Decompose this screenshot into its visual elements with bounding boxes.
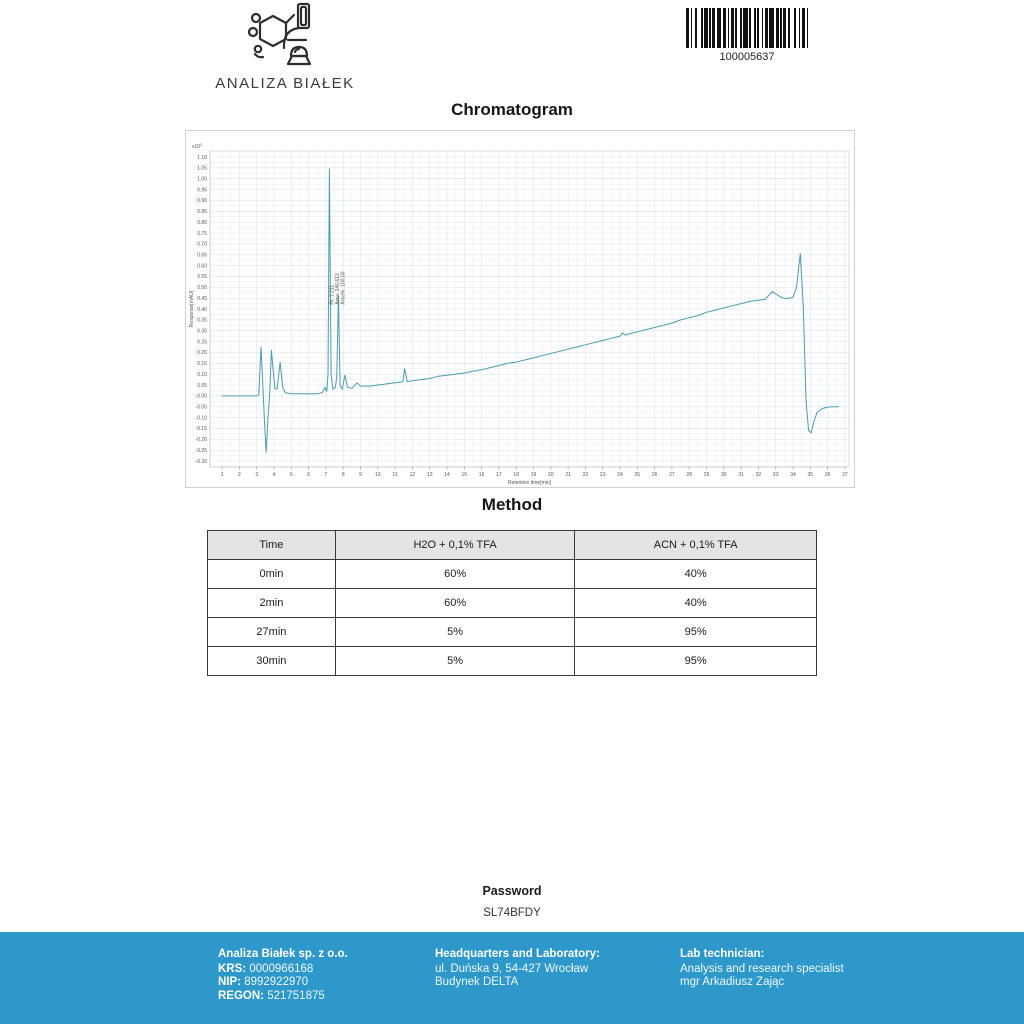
svg-text:18: 18	[513, 472, 519, 478]
svg-text:26: 26	[651, 472, 658, 478]
svg-text:30: 30	[721, 472, 727, 478]
svg-text:3: 3	[255, 472, 259, 478]
svg-text:1.00: 1.00	[197, 176, 207, 183]
method-table-body	[208, 560, 817, 676]
method-title: Method	[481, 495, 543, 514]
hq-address: ul. Duńska 9, 54-427 Wrocław	[435, 962, 589, 975]
svg-text:0.85: 0.85	[197, 209, 207, 216]
chemistry-microscope-icon	[246, 2, 324, 68]
peak-annotation: Area%: 100,00	[340, 271, 347, 305]
footer-technician	[680, 948, 844, 990]
svg-text:-0.20: -0.20	[195, 437, 207, 444]
svg-text:0.10: 0.10	[197, 371, 207, 378]
svg-text:22: 22	[582, 472, 589, 478]
svg-text:5: 5	[289, 472, 293, 478]
svg-text:14: 14	[444, 472, 450, 478]
svg-text:-0.30: -0.30	[195, 458, 207, 465]
svg-text:17: 17	[496, 472, 502, 478]
table-row	[208, 589, 817, 618]
svg-text:0.90: 0.90	[197, 198, 207, 205]
barcode-block	[672, 8, 822, 63]
svg-text:0.25: 0.25	[197, 339, 207, 346]
regon-value: 521751875	[267, 989, 325, 1002]
table-cell: 60%	[335, 589, 575, 618]
svg-text:0.20: 0.20	[197, 350, 207, 357]
nip-value: 8992922970	[244, 976, 309, 988]
svg-text:0.65: 0.65	[197, 252, 207, 259]
table-row	[208, 560, 817, 589]
svg-text:19: 19	[530, 472, 537, 478]
svg-text:Response[mAU]: Response[mAU]	[189, 290, 195, 328]
table-cell: 95%	[575, 618, 817, 647]
peak-annotation: Area: 346,613	[335, 273, 342, 305]
nip-label: NIP:	[218, 976, 241, 988]
svg-text:28: 28	[686, 472, 692, 478]
hq-building: Budynek DELTA	[435, 976, 519, 988]
svg-text:0.55: 0.55	[197, 274, 207, 281]
company-name: Analiza Białek sp. z o.o.	[218, 948, 348, 960]
svg-text:6: 6	[307, 472, 311, 478]
table-cell: 40%	[575, 560, 817, 589]
method-table	[207, 530, 817, 676]
svg-text:25: 25	[634, 472, 641, 478]
svg-text:-0.10: -0.10	[195, 415, 207, 422]
svg-text:0.15: 0.15	[197, 361, 207, 368]
footer	[0, 932, 1024, 1024]
svg-text:0.35: 0.35	[197, 317, 207, 324]
company-krs	[218, 963, 348, 977]
svg-text:-0.00: -0.00	[195, 393, 207, 400]
svg-text:1.05: 1.05	[197, 165, 207, 172]
svg-text:0.70: 0.70	[197, 241, 207, 248]
password-value: SL74BFDY	[483, 907, 541, 919]
svg-text:0.95: 0.95	[197, 187, 207, 194]
svg-text:-0.05: -0.05	[195, 404, 207, 411]
chromatogram-title: Chromatogram	[451, 100, 573, 119]
svg-text:11: 11	[392, 472, 398, 478]
svg-text:Retention time[min]: Retention time[min]	[507, 480, 552, 486]
svg-text:15: 15	[461, 472, 468, 478]
logo	[205, 2, 365, 92]
table-cell: 60%	[335, 560, 575, 589]
table-cell: 30min	[208, 647, 336, 676]
method-col-header: H2O + 0,1% TFA	[335, 531, 575, 560]
svg-text:10: 10	[375, 472, 381, 478]
barcode-number: 100005637	[719, 51, 775, 63]
password-label: Password	[482, 884, 542, 898]
svg-text:12: 12	[409, 472, 416, 478]
svg-text:21: 21	[565, 472, 571, 478]
svg-text:4: 4	[272, 472, 276, 478]
svg-text:36: 36	[824, 472, 831, 478]
table-cell: 40%	[575, 589, 817, 618]
svg-text:8: 8	[341, 472, 345, 478]
krs-label: KRS:	[218, 962, 247, 975]
technician-role: Analysis and research specialist	[680, 962, 844, 975]
table-cell: 5%	[335, 618, 575, 647]
method-col-header: ACN + 0,1% TFA	[575, 531, 817, 560]
svg-text:x102: $x10^2$	[192, 142, 203, 150]
logo-text: ANALIZA BIAŁEK	[215, 75, 355, 92]
svg-text:9: 9	[359, 472, 362, 478]
svg-text:-0.15: -0.15	[195, 426, 207, 433]
svg-text:1.10: 1.10	[197, 154, 207, 161]
svg-text:31: 31	[738, 472, 744, 478]
footer-company	[218, 948, 348, 1003]
svg-text:29: 29	[703, 472, 710, 478]
regon-label: REGON:	[218, 989, 264, 1002]
krs-value: 0000966168	[249, 962, 314, 975]
svg-text:0.05: 0.05	[197, 382, 207, 389]
chromatogram-svg	[186, 131, 854, 487]
method-col-header: Time	[208, 531, 336, 560]
svg-text:16: 16	[478, 472, 485, 478]
password-block	[0, 884, 1024, 919]
svg-text:20: 20	[548, 472, 554, 478]
table-cell: 2min	[208, 589, 336, 618]
svg-text:0.45: 0.45	[197, 295, 207, 302]
hq-title: Headquarters and Laboratory:	[435, 948, 600, 960]
table-cell: 27min	[208, 618, 336, 647]
svg-text:24: 24	[617, 472, 623, 478]
svg-text:7: 7	[324, 472, 328, 478]
svg-text:13: 13	[426, 472, 433, 478]
svg-text:2: 2	[238, 472, 241, 478]
svg-text:33: 33	[772, 472, 779, 478]
table-cell: 0min	[208, 560, 336, 589]
svg-text:1: 1	[220, 472, 224, 478]
svg-text:37: 37	[842, 472, 848, 478]
table-cell: 95%	[575, 647, 817, 676]
svg-text:23: 23	[599, 472, 606, 478]
table-cell: 5%	[335, 647, 575, 676]
method-table-head	[208, 531, 817, 560]
technician-title: Lab technician:	[680, 948, 765, 960]
svg-text:32: 32	[755, 472, 762, 478]
technician-name: mgr Arkadiusz Zając	[680, 976, 785, 988]
barcode	[672, 8, 822, 48]
svg-text:34: 34	[790, 472, 796, 478]
company-nip	[218, 976, 348, 990]
footer-hq	[435, 948, 600, 990]
svg-text:0.30: 0.30	[197, 328, 207, 335]
peak-annotation: Rt: 7.211	[329, 284, 336, 305]
svg-text:0.40: 0.40	[197, 306, 207, 313]
svg-text:0.50: 0.50	[197, 285, 207, 292]
svg-text:-0.25: -0.25	[195, 447, 207, 454]
svg-text:0.80: 0.80	[197, 219, 207, 226]
svg-text:0.75: 0.75	[197, 230, 207, 237]
chromatogram-chart	[185, 130, 855, 488]
svg-text:35: 35	[807, 472, 814, 478]
svg-text:0.60: 0.60	[197, 263, 207, 270]
table-row	[208, 618, 817, 647]
svg-text:27: 27	[669, 472, 675, 478]
table-row	[208, 647, 817, 676]
company-regon	[218, 990, 348, 1004]
